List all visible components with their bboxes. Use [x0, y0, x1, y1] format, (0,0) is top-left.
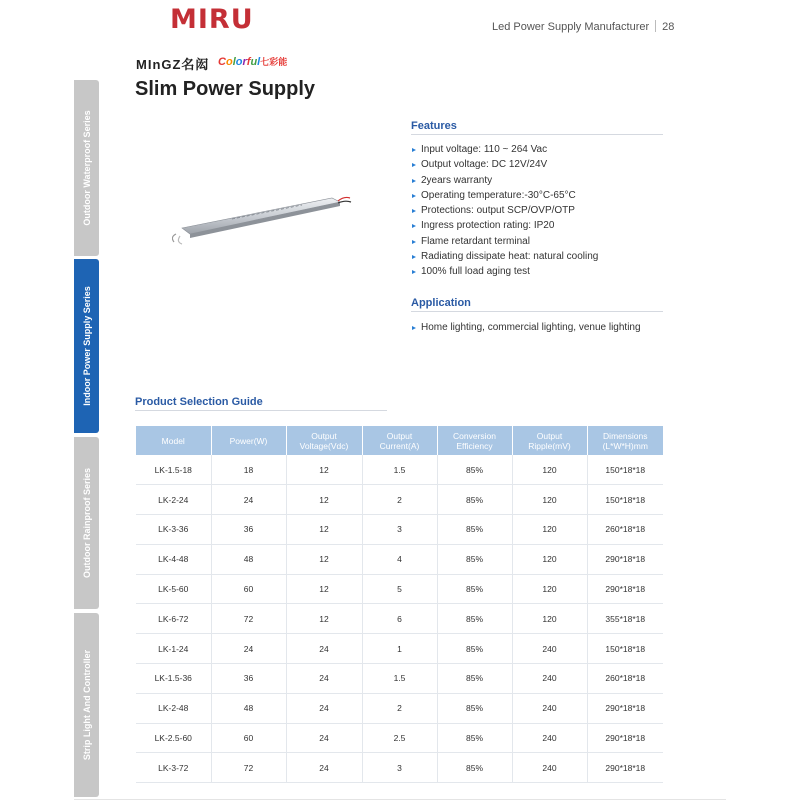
side-tab-strip-light-controller[interactable]: Strip Light And Controller [74, 613, 99, 797]
list-item: Protections: output SCP/OVP/OTP [411, 203, 598, 218]
header-divider [655, 20, 656, 32]
features-heading: Features [411, 120, 663, 135]
table-cell: 85% [437, 485, 512, 515]
table-cell: 85% [437, 723, 512, 753]
table-cell: 120 [512, 544, 587, 574]
table-cell: 24 [286, 664, 362, 694]
table-cell: 12 [286, 515, 362, 545]
table-row [136, 634, 663, 664]
table-cell: 355*18*18 [587, 604, 663, 634]
table-cell: 5 [362, 574, 437, 604]
table-cell: LK-3-36 [136, 515, 211, 545]
table-cell: 36 [211, 515, 286, 545]
table-cell: 3 [362, 515, 437, 545]
side-tab-outdoor-waterproof[interactable]: Outdoor Waterproof Series [74, 80, 99, 256]
table-cell: 150*18*18 [587, 634, 663, 664]
table-cell: LK-2.5-60 [136, 723, 211, 753]
table-cell: 240 [512, 723, 587, 753]
table-cell: 36 [211, 664, 286, 694]
table-cell: 4 [362, 544, 437, 574]
list-item: Flame retardant terminal [411, 234, 598, 249]
list-item: Ingress protection rating: IP20 [411, 218, 598, 233]
table-cell: 18 [211, 455, 286, 485]
table-row [136, 544, 663, 574]
table-cell: 120 [512, 455, 587, 485]
table-cell: 85% [437, 693, 512, 723]
table-cell: 85% [437, 753, 512, 783]
table-cell: 12 [286, 574, 362, 604]
table-cell: LK-2-48 [136, 693, 211, 723]
column-header: Conversion Efficiency [437, 426, 512, 455]
table-cell: 12 [286, 544, 362, 574]
colorful-brand-logo: Colorful七彩能 [218, 56, 288, 68]
table-cell: 85% [437, 544, 512, 574]
table-cell: 150*18*18 [587, 455, 663, 485]
table-row [136, 693, 663, 723]
table-cell: 72 [211, 604, 286, 634]
table-cell: LK-3-72 [136, 753, 211, 783]
table-cell: 120 [512, 485, 587, 515]
list-item: 2years warranty [411, 173, 598, 188]
table-row [136, 455, 663, 485]
table-cell: 85% [437, 604, 512, 634]
table-cell: 1 [362, 634, 437, 664]
table-cell: 2.5 [362, 723, 437, 753]
table-cell: 24 [211, 634, 286, 664]
list-item: Home lighting, commercial lighting, venue lighting [411, 320, 641, 335]
table-header-row [136, 426, 663, 455]
table-cell: 85% [437, 455, 512, 485]
table-cell: 85% [437, 574, 512, 604]
table-cell: LK-4-48 [136, 544, 211, 574]
table-row [136, 664, 663, 694]
list-item: Input voltage: 110 ~ 264 Vac [411, 142, 598, 157]
table-cell: LK-2-24 [136, 485, 211, 515]
table-cell: 1.5 [362, 664, 437, 694]
table-cell: 24 [211, 485, 286, 515]
column-header: Output Current(A) [362, 426, 437, 455]
table-cell: 290*18*18 [587, 544, 663, 574]
application-heading: Application [411, 297, 663, 312]
table-cell: 72 [211, 753, 286, 783]
table-cell: 120 [512, 604, 587, 634]
table-cell: 2 [362, 485, 437, 515]
column-header: Output Voltage(Vdc) [286, 426, 362, 455]
table-cell: 48 [211, 693, 286, 723]
table-cell: 12 [286, 485, 362, 515]
column-header: Model [136, 426, 211, 455]
table-cell: 85% [437, 515, 512, 545]
table-cell: 240 [512, 693, 587, 723]
features-list [411, 142, 598, 280]
column-header: Dimensions (L*W*H)mm [587, 426, 663, 455]
product-selection-table [136, 426, 663, 783]
table-row [136, 723, 663, 753]
miru-logo: MIRU [170, 4, 254, 35]
table-cell: LK-1.5-18 [136, 455, 211, 485]
selection-guide-heading: Product Selection Guide [135, 396, 387, 411]
table-cell: 24 [286, 753, 362, 783]
slim-power-supply-image [172, 190, 352, 250]
table-cell: 290*18*18 [587, 693, 663, 723]
list-item: Radiating dissipate heat: natural cooling [411, 249, 598, 264]
table-row [136, 515, 663, 545]
page-number: 28 [662, 21, 675, 33]
table-cell: 3 [362, 753, 437, 783]
table-cell: 12 [286, 604, 362, 634]
table-body [136, 455, 663, 783]
table-cell: LK-1-24 [136, 634, 211, 664]
side-tab-outdoor-rainproof[interactable]: Outdoor Rainproof Series [74, 437, 99, 609]
publication-title: Led Power Supply Manufacturer [492, 21, 650, 33]
table-row [136, 753, 663, 783]
page-header [492, 20, 674, 33]
table-cell: 1.5 [362, 455, 437, 485]
list-item: Operating temperature:-30°C-65°C [411, 188, 598, 203]
table-cell: 85% [437, 664, 512, 694]
table-cell: 120 [512, 515, 587, 545]
table-cell: 290*18*18 [587, 574, 663, 604]
table-cell: 60 [211, 723, 286, 753]
table-cell: 24 [286, 723, 362, 753]
table-cell: 2 [362, 693, 437, 723]
table-cell: 120 [512, 574, 587, 604]
table-cell: 150*18*18 [587, 485, 663, 515]
table-cell: 6 [362, 604, 437, 634]
list-item: Output voltage: DC 12V/24V [411, 157, 598, 172]
table-cell: 260*18*18 [587, 515, 663, 545]
table-cell: 24 [286, 693, 362, 723]
list-item: 100% full load aging test [411, 264, 598, 279]
table-cell: 60 [211, 574, 286, 604]
side-tab-indoor-power-supply[interactable]: Indoor Power Supply Series [74, 259, 99, 433]
page-title: Slim Power Supply [135, 78, 316, 100]
table-cell: 240 [512, 753, 587, 783]
table-cell: 12 [286, 455, 362, 485]
table-cell: LK-1.5-36 [136, 664, 211, 694]
table-cell: LK-6-72 [136, 604, 211, 634]
table-cell: 260*18*18 [587, 664, 663, 694]
table-cell: 48 [211, 544, 286, 574]
table-cell: 240 [512, 634, 587, 664]
application-list [411, 320, 641, 335]
table-cell: LK-5-60 [136, 574, 211, 604]
mingz-brand-logo: MInGZ名闳 [136, 57, 210, 72]
table-cell: 290*18*18 [587, 753, 663, 783]
table-cell: 290*18*18 [587, 723, 663, 753]
table-row [136, 574, 663, 604]
table-cell: 85% [437, 634, 512, 664]
table-row [136, 485, 663, 515]
column-header: Output Ripple(mV) [512, 426, 587, 455]
table-cell: 24 [286, 634, 362, 664]
table-row [136, 604, 663, 634]
table-cell: 240 [512, 664, 587, 694]
column-header: Power(W) [211, 426, 286, 455]
